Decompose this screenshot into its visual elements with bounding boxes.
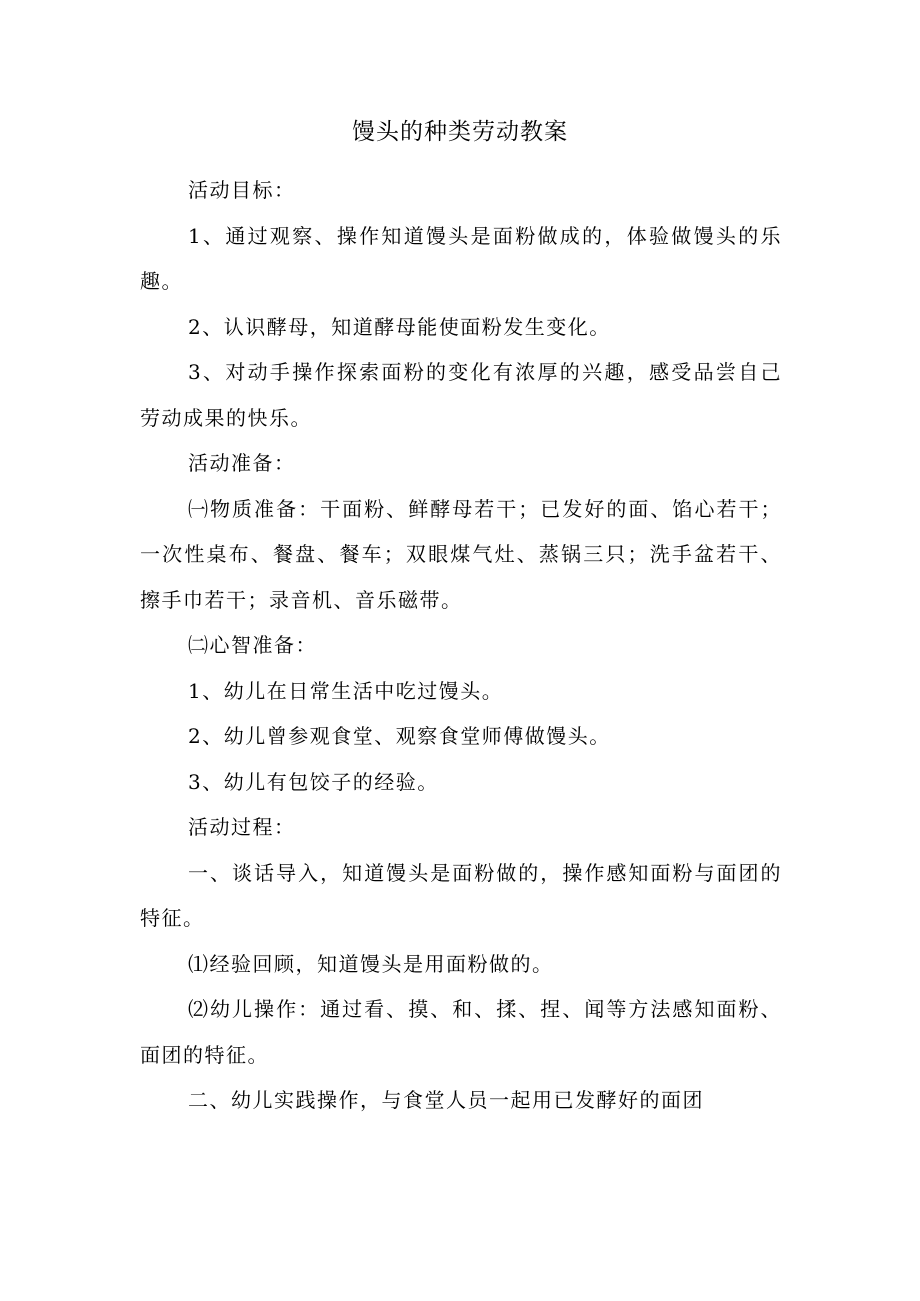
document-title: 馒头的种类劳动教案 — [352, 119, 568, 145]
material-preparation: ㈠物质准备：干面粉、鲜酵母若干；已发好的面、馅心若干；一次性桌布、餐盘、餐车；双眼煤气灶、蒸锅三只；洗手盆若干、擦手巾若干；录音机、音乐磁带。 — [140, 496, 782, 612]
mental-preparation-heading: ㈡心智准备： — [188, 633, 317, 657]
mental-item-3: 3、幼儿有包饺子的经验。 — [188, 769, 439, 794]
mental-item-1: 1、幼儿在日常生活中吃过馒头。 — [188, 678, 504, 703]
mental-item-2: 2、幼儿曾参观食堂、观察食堂师傅做馒头。 — [188, 724, 611, 748]
goal-item-2: 2、认识酵母，知道酵母能使面粉发生变化。 — [188, 314, 611, 339]
document-body — [140, 168, 782, 1124]
goal-item-1: 1、通过观察、操作知道馒头是面粉做成的，体验做馒头的乐趣。 — [140, 223, 782, 293]
process-step-2: 二、幼儿实践操作，与食堂人员一起用已发酵好的面团 — [188, 1088, 704, 1112]
process-step-1: 一、谈话导入，知道馒头是面粉做的，操作感知面粉与面团的特征。 — [140, 860, 782, 930]
process-substep-1: ⑴经验回顾，知道馒头是用面粉做的。 — [188, 951, 554, 976]
process-substep-2: ⑵幼儿操作：通过看、摸、和、揉、捏、闻等方法感知面粉、面团的特征。 — [140, 997, 782, 1067]
section-heading-goals: 活动目标： — [188, 178, 296, 202]
goal-item-3: 3、对动手操作探索面粉的变化有浓厚的兴趣，感受品尝自己劳动成果的快乐。 — [140, 360, 782, 430]
section-heading-preparation: 活动准备： — [188, 451, 296, 475]
section-heading-process: 活动过程： — [188, 815, 296, 839]
